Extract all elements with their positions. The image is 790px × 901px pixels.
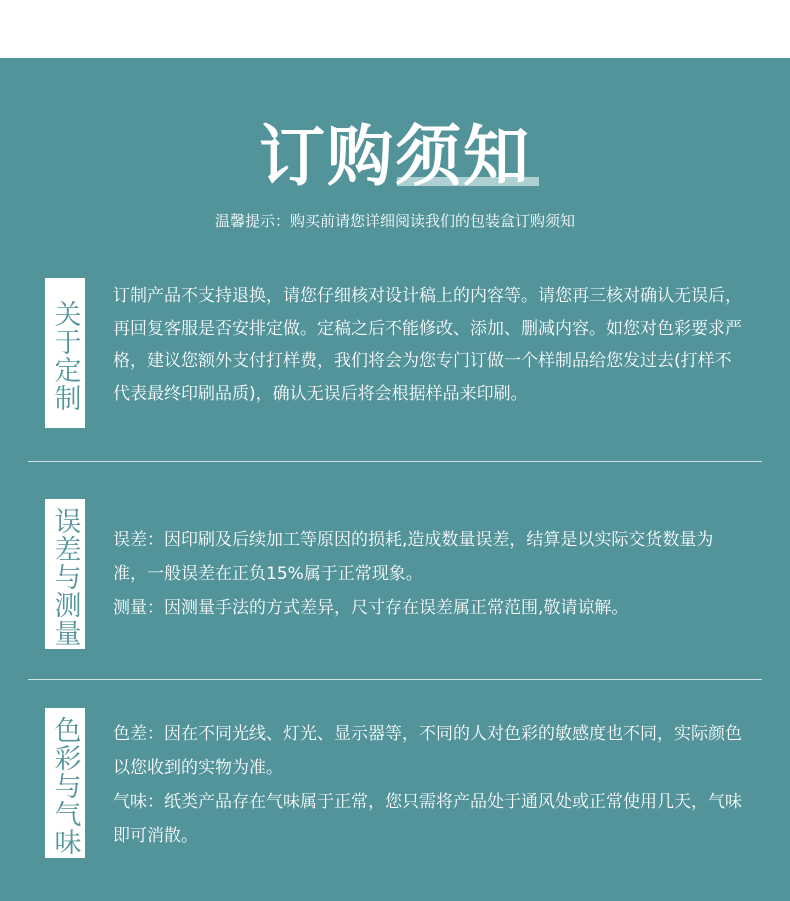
page-title: 订购须知 — [259, 117, 531, 195]
paragraph: 色差：因在不同光线、灯光、显示器等，不同的人对色彩的敏感度也不同，实际颜色以您收到的实物为准。 — [113, 724, 742, 778]
paragraph: 测量：因测量手法的方式差异，尺寸存在误差属正常范围,敬请谅解。 — [113, 598, 629, 618]
section-label-customization: 关于定制 — [45, 278, 85, 428]
section-text-color-smell — [113, 717, 743, 853]
section-text-error — [113, 523, 743, 625]
paragraph: 订制产品不支持退换，请您仔细核对设计稿上的内容等。请您再三核对确认无误后，再回复客服是否安排定做。定稿之后不能修改、添加、删减内容。如您对色彩要求严格，建议您额外支付打样费，我们将会为您专门订做一个样制品给您发过去(打样不代表最终印刷品质)，确认无误后将会根据样品来印刷。 — [113, 286, 742, 404]
subtitle: 温馨提示：购买前请您详细阅读我们的包装盒订购须知 — [214, 212, 575, 230]
paragraph: 气味：纸类产品存在气味属于正常，您只需将产品处于通风处或正常使用几天，气味即可消散。 — [113, 792, 742, 846]
divider — [28, 679, 762, 680]
section-label-error: 误差与测量 — [45, 499, 85, 649]
section-text-customization — [113, 280, 743, 410]
paragraph: 误差：因印刷及后续加工等原因的损耗,造成数量误差，结算是以实际交货数量为准，一般误差在正负15%属于正常现象。 — [113, 530, 714, 584]
top-margin — [0, 0, 790, 58]
order-notice-panel — [0, 58, 790, 901]
divider — [28, 461, 762, 462]
section-label-color-smell: 色彩与气味 — [45, 708, 85, 858]
